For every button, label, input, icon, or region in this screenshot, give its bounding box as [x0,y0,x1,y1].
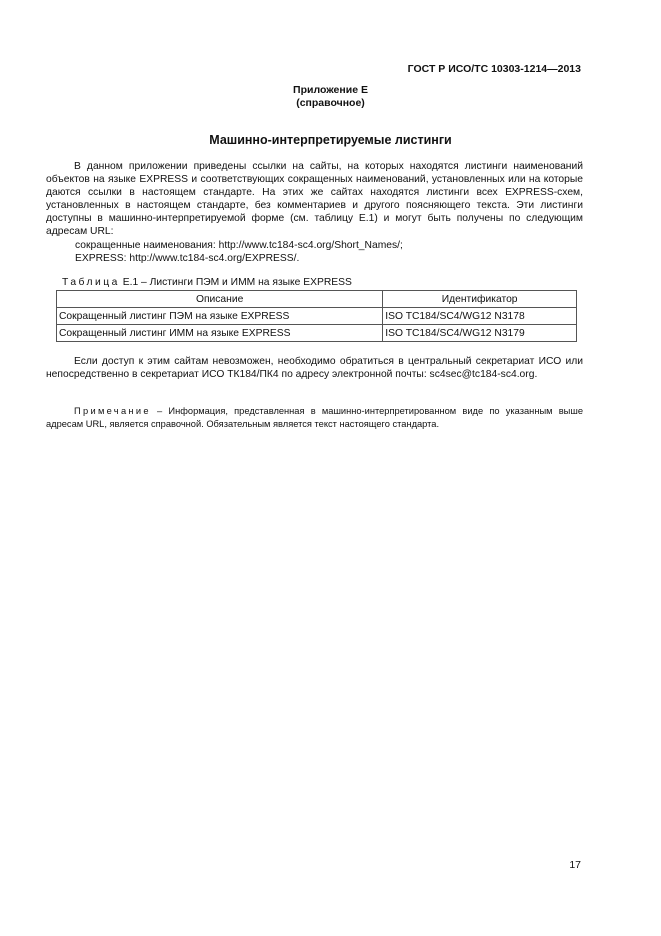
table-cell-identifier: ISO TC184/SC4/WG12 N3178 [383,308,577,325]
note-text: – Информация, представленная в машинно-интерпретированном виде по указанным выше адресам URL, является справочной. Обязательным является текст настоящего стандарта. [46,406,583,429]
note-label: Примечание [74,406,151,416]
column-header-identifier: Идентификатор [383,291,577,308]
table-caption-text: Е.1 – Листинги ПЭМ и ИММ на языке EXPRESS [119,277,352,288]
annex-subtitle: (справочное) [296,97,365,109]
table-header-row [57,291,577,308]
table-cell-description: Сокращенный листинг ИММ на языке EXPRESS [57,325,383,342]
listings-table [56,290,577,342]
table-row [57,308,577,325]
access-paragraph-text: Если доступ к этим сайтам невозможен, необходимо обратиться в центральный секретариат ИСО или непосредственно в секретариат ИСО ТК184/ПК4 по адресу электронной почты: sc4sec@tc184-sc4.org. [46,356,583,381]
page-number: 17 [569,859,581,871]
table-row [57,325,577,342]
table-caption-label: Таблица [62,277,120,288]
column-header-description: Описание [57,291,383,308]
url-short-names: сокращенные наименования: http://www.tc184-sc4.org/Short_Names/; [75,240,403,251]
url-express: EXPRESS: http://www.tc184-sc4.org/EXPRESS/. [75,253,300,265]
access-paragraph [46,355,583,381]
document-header: ГОСТ Р ИСО/ТС 10303-1214—2013 [407,63,581,75]
url-list [75,239,403,265]
table-cell-description: Сокращенный листинг ПЭМ на языке EXPRESS [57,308,383,325]
note [46,405,583,430]
table-caption [62,277,352,288]
intro-paragraph-text: В данном приложении приведены ссылки на сайты, на которых находятся листинги наименований объектов на языке EXPRESS и соответствующих сокращенных наименований, установленных или на которые даются ссылки в настоящем стандарте. На этих же сайтах находятся листинги всех EXPRESS-схем, установленных в настоящем стандарте, без комментариев и другого поясняющего текста. Эти листинги доступны в машинно-интерпретируемой форме (см. таблицу Е.1) и могут быть получены по следующим адресам URL: [46,161,583,238]
section-title: Машинно-интерпретируемые листинги [209,133,452,147]
intro-paragraph [46,160,583,239]
table-cell-identifier: ISO TC184/SC4/WG12 N3179 [383,325,577,342]
annex-title: Приложение Е [293,84,368,96]
